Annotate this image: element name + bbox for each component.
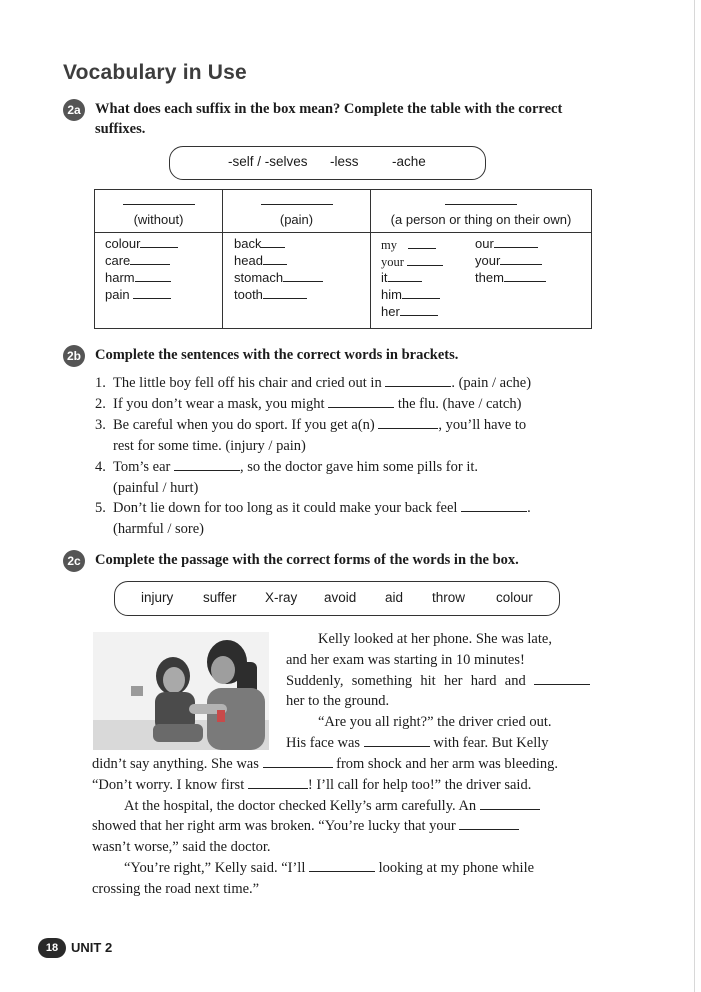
exercise-badge-2a: 2a bbox=[63, 99, 85, 121]
word-entry: your bbox=[381, 254, 443, 270]
page-number-badge: 18 bbox=[38, 938, 66, 958]
answer-blank[interactable] bbox=[283, 270, 323, 282]
word-entry: pain bbox=[105, 287, 171, 302]
answer-blank[interactable] bbox=[174, 459, 240, 471]
word-entry: head bbox=[234, 253, 287, 268]
box-word: throw bbox=[432, 590, 466, 605]
instruction-2b: Complete the sentences with the correct words in brackets. bbox=[95, 347, 459, 363]
answer-blank[interactable] bbox=[263, 253, 287, 265]
word-entry: harm bbox=[105, 270, 171, 285]
box-word: -less bbox=[330, 154, 359, 169]
word-entry: your bbox=[475, 253, 542, 268]
word-entry: colour bbox=[105, 236, 178, 251]
suffix-word-box bbox=[169, 146, 486, 180]
page-edge bbox=[694, 0, 695, 992]
instruction-2a-line2: suffixes. bbox=[95, 121, 146, 137]
instruction-2a-line1: What does each suffix in the box mean? Complete the table with the correct bbox=[95, 101, 563, 117]
instruction-2a bbox=[95, 99, 595, 139]
passage-paragraph-1: Kelly looked at her phone. She was late, and her exam was starting in 10 minutes! Suddenly, something hit her hard and her to the ground. “Are you all right?” the driver cried out. His face was with fear. But Kelly bbox=[286, 629, 590, 754]
suffix-answer-blank[interactable] bbox=[445, 204, 517, 205]
answer-blank[interactable] bbox=[408, 237, 436, 249]
answer-blank[interactable] bbox=[494, 236, 538, 248]
box-word: -self / -selves bbox=[228, 154, 308, 169]
answer-blank[interactable] bbox=[140, 236, 178, 248]
word-entry: it bbox=[381, 270, 422, 285]
passage-word-box bbox=[114, 581, 560, 616]
word-entry: tooth bbox=[234, 287, 307, 302]
exercise-badge-2c: 2c bbox=[63, 550, 85, 572]
column-label: (pain) bbox=[279, 212, 314, 227]
answer-blank[interactable] bbox=[500, 253, 542, 265]
answer-blank[interactable] bbox=[248, 777, 308, 789]
column-label: (a person or thing on their own) bbox=[390, 212, 572, 227]
answer-blank[interactable] bbox=[309, 860, 375, 872]
word-entry: our bbox=[475, 236, 538, 251]
word-entry: them bbox=[475, 270, 546, 285]
nurse-and-girl-photo bbox=[93, 632, 269, 750]
word-entry: stomach bbox=[234, 270, 323, 285]
instruction-2c: Complete the passage with the correct forms of the words in the box. bbox=[95, 552, 519, 568]
answer-blank[interactable] bbox=[378, 417, 438, 429]
answer-blank[interactable] bbox=[263, 756, 333, 768]
word-entry: him bbox=[381, 287, 440, 302]
answer-blank[interactable] bbox=[385, 375, 451, 387]
table-header-cell bbox=[223, 190, 371, 233]
box-word: X-ray bbox=[265, 590, 298, 605]
word-entry: my bbox=[381, 237, 436, 253]
page-title: Vocabulary in Use bbox=[63, 61, 247, 84]
unit-label: UNIT 2 bbox=[71, 940, 113, 955]
box-word: aid bbox=[385, 590, 404, 605]
sentence-item: 4. Tom’s ear , so the doctor gave him some pills for it. (painful / hurt) bbox=[95, 459, 479, 496]
table-header-cell bbox=[95, 190, 223, 233]
suffix-table bbox=[94, 189, 592, 329]
box-word: colour bbox=[496, 590, 533, 605]
answer-blank[interactable] bbox=[461, 500, 527, 512]
answer-blank[interactable] bbox=[402, 287, 440, 299]
answer-blank[interactable] bbox=[504, 270, 546, 282]
sentence-item: 1. The little boy fell off his chair and cried out in . (pain / ache) bbox=[95, 375, 532, 391]
answer-blank[interactable] bbox=[328, 396, 394, 408]
table-cell bbox=[223, 233, 371, 329]
exercise-badge-2b: 2b bbox=[63, 345, 85, 367]
table-header-cell bbox=[371, 190, 592, 233]
word-entry: care bbox=[105, 253, 170, 268]
passage-paragraph-2: didn’t say anything. She was from shock and her arm was bleeding. “Don’t worry. I know first ! I’ll call for help too!” the driver said. At the hospital, the doctor checked Kelly’s arm carefully. An showed that her right arm was broken. “You’re lucky that your wasn’t worse,” said the doctor. “You’re right,” Kelly said. “I’ll looking at my phone while crossing the road next time.” bbox=[92, 756, 558, 897]
photo-illustration bbox=[93, 632, 269, 750]
table-cell bbox=[95, 233, 223, 329]
column-label: (without) bbox=[133, 212, 184, 227]
answer-blank[interactable] bbox=[388, 270, 422, 282]
answer-blank[interactable] bbox=[263, 287, 307, 299]
box-word: -ache bbox=[392, 154, 426, 169]
answer-blank[interactable] bbox=[534, 673, 590, 685]
answer-blank[interactable] bbox=[133, 287, 171, 299]
suffix-answer-blank[interactable] bbox=[123, 204, 195, 205]
answer-blank[interactable] bbox=[364, 735, 430, 747]
answer-blank[interactable] bbox=[459, 818, 519, 830]
answer-blank[interactable] bbox=[400, 304, 438, 316]
word-entry: her bbox=[381, 304, 438, 319]
box-word: suffer bbox=[203, 590, 237, 605]
answer-blank[interactable] bbox=[407, 254, 443, 266]
answer-blank[interactable] bbox=[261, 236, 285, 248]
box-word: injury bbox=[141, 590, 174, 605]
answer-blank[interactable] bbox=[130, 253, 170, 265]
word-entry: back bbox=[234, 236, 285, 251]
sentence-item: 5. Don’t lie down for too long as it could make your back feel . (harmful / sore) bbox=[95, 500, 531, 537]
box-word: avoid bbox=[324, 590, 357, 605]
table-cell bbox=[371, 233, 592, 329]
sentence-item: 3. Be careful when you do sport. If you get a(n) , you’ll have to rest for some time. (injury / pain) bbox=[95, 417, 527, 454]
answer-blank[interactable] bbox=[480, 798, 540, 810]
suffix-answer-blank[interactable] bbox=[261, 204, 333, 205]
sentence-item: 2. If you don’t wear a mask, you might the flu. (have / catch) bbox=[95, 396, 522, 412]
answer-blank[interactable] bbox=[135, 270, 171, 282]
